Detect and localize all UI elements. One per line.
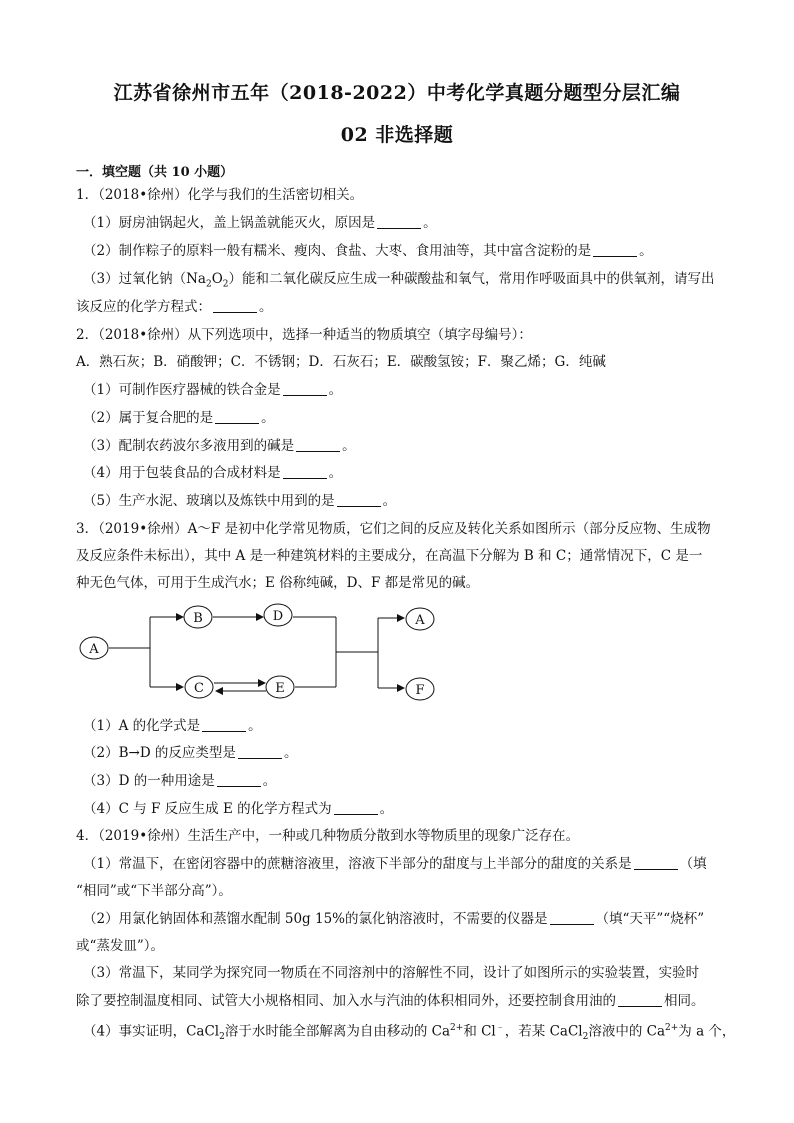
q3-part1: （1）A 的化学式是 。 [83,718,262,734]
q1-stem: 1．（2018•徐州）化学与我们的生活密切相关。 [76,187,364,203]
answer-blank [215,410,259,424]
node-a2-label: A [415,613,425,628]
q3-part3: （3）D 的一种用途是 。 [83,773,277,789]
answer-blank [213,299,257,313]
answer-blank [618,993,662,1007]
document-title: 江苏省徐州市五年（2018-2022）中考化学真题分题型分层汇编 [113,82,681,104]
q4-part3-cont: 除了要控制温度相同、试管大小规格相同、加入水与汽油的体积相同外，还要控制食用油的 相同。 [76,993,705,1009]
q2-part1: （1）可制作医疗器械的铁合金是 。 [83,382,343,398]
node-d-label: D [272,609,284,624]
q2-part3: （3）配制农药波尔多液用到的碱是 。 [83,438,356,454]
q4-part4: （4）事实证明，CaCl$_2$溶于水时能全部解离为自由移动的 $Ca^{2+}$和 Cl﹣，若某 CaCl$_2$溶液中的 $Ca^{2+}$为 a 个， [83,1023,736,1043]
answer-blank [296,438,340,452]
answer-blank [217,773,261,787]
node-b-label: B [193,611,203,626]
q4-part3: （3）常温下，某同学为探究同一物质在不同溶剂中的溶解性不同，设计了如图所示的实验装置，实验时 [83,965,700,981]
node-c-label: C [194,681,204,696]
q4-stem: 4．（2019•徐州）生活生产中，一种或几种物质分散到水等物质里的现象广泛存在。 [76,828,580,844]
q3-part4: （4）C 与 F 反应生成 E 的化学方程式为 。 [83,801,394,817]
node-e-label: E [275,681,285,696]
node-a-label: A [89,642,99,657]
answer-blank [337,493,381,507]
q1-part3: （3）过氧化钠$(Na_2O_2)$能和二氧化碳反应生成一种碳酸盐和氧气，常用作呼吸面具中的供氧剂，请写出 [83,271,715,290]
answer-blank [550,911,594,925]
answer-blank [334,801,378,815]
q4-part2-cont: 或“蒸发皿”）。 [76,938,165,954]
q2-part5: （5）生产水泥、玻璃以及炼铁中用到的是 。 [83,493,397,509]
answer-blank [283,465,327,479]
answer-blank [283,382,327,396]
answer-blank [593,243,637,257]
answer-blank [238,745,282,759]
reaction-diagram [78,595,448,710]
q3-stem-line3: 种无色气体，可用于生成汽水；E 俗称纯碱，D、F 都是常见的碱。 [76,575,480,591]
section-heading: 一．填空题（共 10 小题） [76,165,234,180]
q4-part1-cont: “相同”或“下半部分高”）。 [76,883,232,899]
answer-blank [202,718,246,732]
q1-part2: （2）制作粽子的原料一般有糯米、瘦肉、食盐、大枣、食用油等，其中富含淀粉的是 。 [83,243,653,259]
document-subtitle: 02 非选择题 [340,124,454,146]
q4-part2: （2）用氯化钠固体和蒸馏水配制 50g 15%的氯化钠溶液时，不需要的仪器是 （填“天平”“烧杯” [83,911,705,927]
q2-part4: （4）用于包装食品的合成材料是 。 [83,465,343,481]
answer-blank [634,856,678,870]
q2-part2: （2）属于复合肥的是 。 [83,410,275,426]
q4-part1: （1）常温下，在密闭容器中的蔗糖溶液里，溶液下半部分的甜度与上半部分的甜度的关系是 （填 [83,856,707,872]
node-f-label: F [415,683,425,698]
q3-part2: （2）B→D 的反应类型是 。 [83,745,298,761]
q3-stem-line2: 及反应条件未标出），其中 A 是一种建筑材料的主要成分，在高温下分解为 B 和 C；通常情况下，C 是一 [76,548,703,564]
q2-options: A．熟石灰；B．硝酸钾；C．不锈钢；D．石灰石；E．碳酸氢铵；F．聚乙烯；G．纯碱 [76,354,606,370]
q1-part3-cont: 该反应的化学方程式： 。 [76,299,273,315]
answer-blank [377,215,421,229]
q2-stem: 2．（2018•徐州）从下列选项中，选择一种适当的物质填空（填字母编号）： [76,327,532,343]
q1-part1: （1）厨房油锅起火，盖上锅盖就能灭火，原因是 。 [83,215,437,231]
q3-stem-line1: 3．（2019•徐州）A～F 是初中化学常见物质，它们之间的反应及转化关系如图所示（部分反应物、生成物 [76,521,711,537]
